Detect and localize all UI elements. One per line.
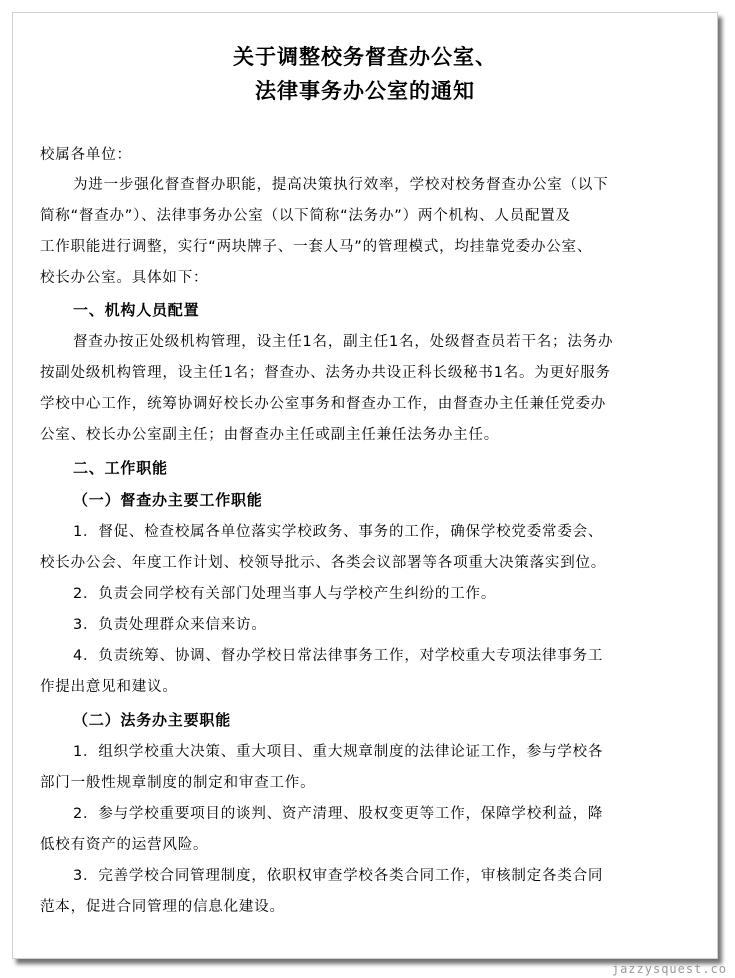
paragraph-line: 部门一般性规章制度的制定和审查工作。 [40, 775, 316, 791]
paragraph-line: 按副处级机构管理，设主任1名；督查办、法务办共设正科长级秘书1名。为更好服务 [40, 365, 611, 381]
paragraph-line: 1．督促、检查校属各单位落实学校政务、事务的工作，确保学校党委常委会、 [73, 524, 604, 540]
subsection-heading: （二）法务办主要职能 [73, 711, 232, 729]
paragraph-line: 为进一步强化督查督办职能，提高决策执行效率，学校对校务督查办公室（以下 [73, 177, 609, 193]
paragraph-line: 范本，促进合同管理的信息化建设。 [40, 899, 285, 915]
subsection-heading: （一）督查办主要工作职能 [73, 491, 263, 509]
section-heading: 二、工作职能 [73, 459, 168, 477]
paragraph-line: 学校中心工作，统筹协调好校长办公室事务和督查办工作，由督查办主任兼任党委办 [40, 396, 607, 412]
paragraph-line: 简称“督查办”）、法律事务办公室（以下简称“法务办”）两个机构、人员配置及 [40, 208, 571, 224]
paragraph-line: 2．参与学校重要项目的谈判、资产清理、股权变更等工作，保障学校利益，降 [73, 806, 604, 822]
document-title-line-1: 关于调整校务督查办公室、 [233, 44, 497, 69]
paragraph-line: 作提出意见和建议。 [40, 679, 178, 695]
paragraph-line: 2．负责会同学校有关部门处理当事人与学校产生纠纷的工作。 [73, 586, 497, 602]
document-page [12, 12, 718, 959]
paragraph-line: 工作职能进行调整，实行“两块牌子、一套人马”的管理模式，均挂靠党委办公室、 [40, 239, 593, 255]
paragraph-line: 督查办按正处级机构管理，设主任1名，副主任1名，处级督查员若干名；法务办 [73, 334, 614, 350]
paragraph-line: 1．组织学校重大决策、重大项目、重大规章制度的法律论证工作，参与学校各 [73, 744, 604, 760]
paragraph-line: 3．完善学校合同管理制度，依职权审查学校各类合同工作，审核制定各类合同 [73, 868, 604, 884]
document-title-line-2: 法律事务办公室的通知 [255, 78, 475, 103]
paragraph-line: 低校有资产的运营风险。 [40, 837, 209, 853]
paragraph-line: 校长办公室。具体如下： [40, 270, 209, 286]
paragraph-line: 公室、校长办公室副主任；由督查办主任或副主任兼任法务办主任。 [40, 427, 499, 443]
section-heading: 一、机构人员配置 [73, 301, 200, 319]
paragraph-line: 3．负责处理群众来信来访。 [73, 617, 267, 633]
watermark-text: jazzysquest.co [611, 962, 727, 976]
paragraph-line: 4．负责统筹、协调、督办学校日常法律事务工作，对学校重大专项法律事务工 [73, 648, 604, 664]
paragraph-line: 校长办公会、年度工作计划、校领导批示、各类会议部署等各项重大决策落实到位。 [40, 555, 607, 571]
salutation: 校属各单位： [40, 147, 132, 163]
